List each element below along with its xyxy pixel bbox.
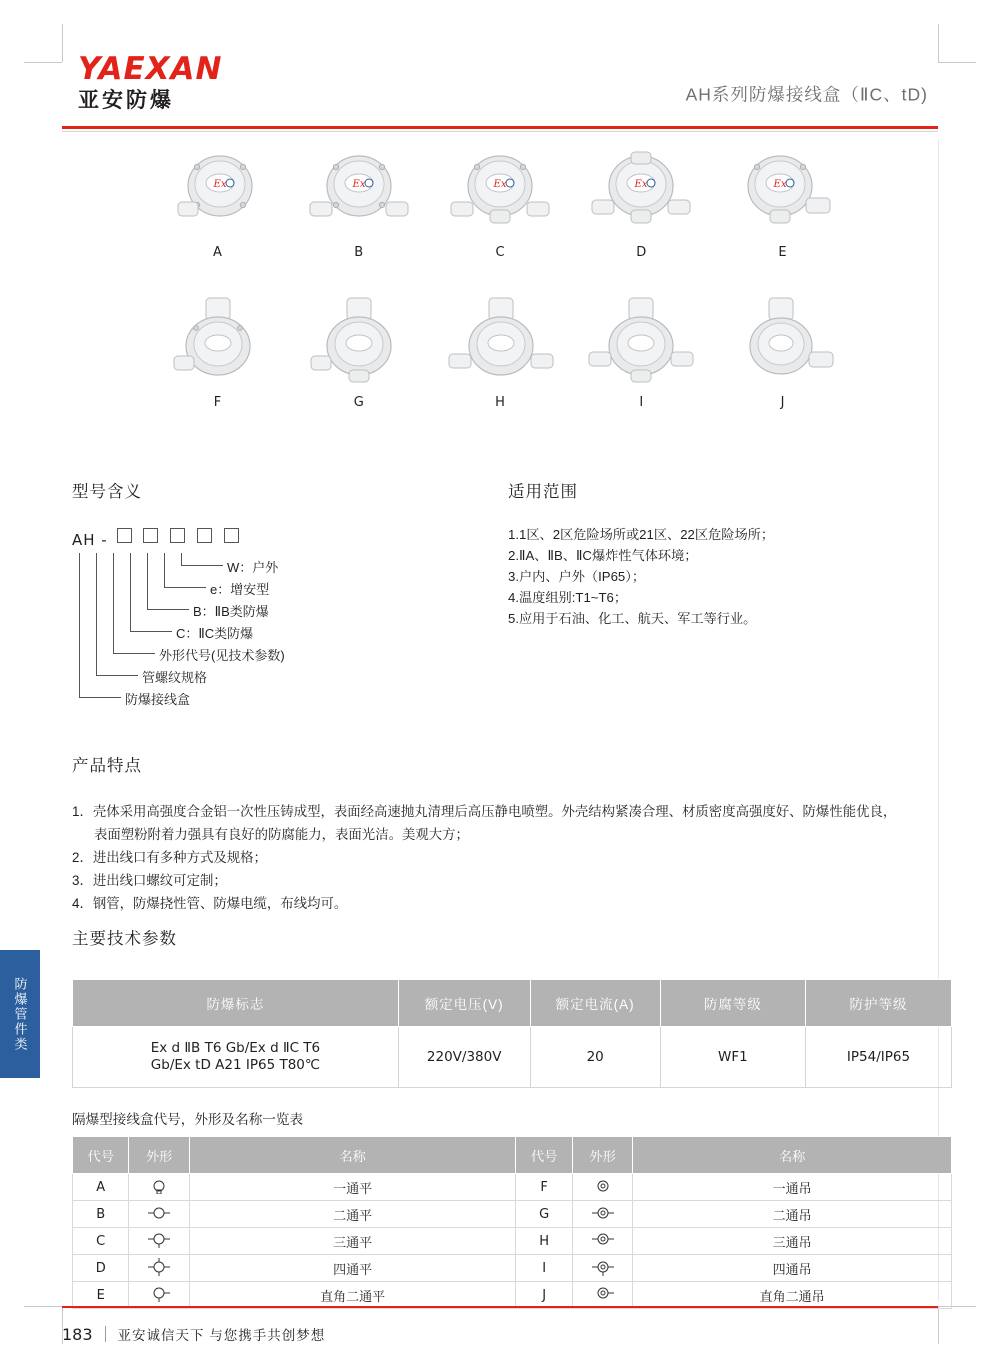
- td-mark: [73, 1027, 399, 1088]
- legend-line-v7: [79, 553, 80, 697]
- features-list: [72, 800, 952, 915]
- th-voltage: 额定电压(V): [398, 980, 530, 1027]
- scope-item: 5.应用于石油、化工、航天、军工等行业。: [508, 611, 757, 626]
- product-label: I: [639, 395, 644, 410]
- cell-code: F: [516, 1174, 572, 1201]
- product-item-a: [150, 147, 285, 260]
- product-item-c: [433, 147, 568, 260]
- legend-line-h4: [130, 631, 172, 632]
- cell-shape: [572, 1255, 633, 1282]
- product-label: J: [780, 395, 785, 410]
- company-logo: [78, 52, 223, 114]
- svg-text:Ex: Ex: [493, 179, 507, 190]
- cell-code: J: [516, 1282, 572, 1309]
- crop-mark: [24, 1306, 62, 1307]
- product-label: A: [213, 245, 222, 260]
- cell-name: 直角二通平: [189, 1282, 515, 1309]
- table-row: [73, 1228, 952, 1255]
- product-item-h: [433, 297, 568, 410]
- feature-item: 3．进出线口螺纹可定制；: [72, 873, 227, 888]
- product-label: E: [778, 245, 787, 260]
- product-image-e: [715, 147, 850, 233]
- cell-shape: [129, 1228, 190, 1255]
- td-mark-line1: Ex d ⅡB T6 Gb/Ex d ⅡC T6: [150, 1040, 321, 1056]
- legend-item-6: 管螺纹规格: [142, 670, 208, 685]
- cell-shape: [129, 1174, 190, 1201]
- product-label: B: [354, 245, 364, 260]
- model-box-2: [143, 528, 158, 543]
- cell-shape: [129, 1201, 190, 1228]
- catalog-title: 隔爆型接线盒代号，外形及名称一览表: [72, 1112, 304, 1127]
- legend-item-1: W：户外: [227, 560, 279, 575]
- legend-line-v5: [113, 553, 114, 653]
- product-item-d: [574, 147, 709, 260]
- td-current: 20: [530, 1027, 660, 1088]
- product-image-i: [574, 297, 709, 383]
- tech-section: [72, 925, 952, 1309]
- th-mark: 防爆标志: [73, 980, 399, 1027]
- legend-line-v6: [96, 553, 97, 675]
- crop-mark: [938, 1306, 939, 1344]
- cell-shape: [572, 1228, 633, 1255]
- product-label: D: [636, 245, 647, 260]
- product-label: F: [213, 395, 222, 410]
- product-row-2: [150, 310, 850, 410]
- svg-text:Ex: Ex: [634, 179, 648, 190]
- product-image-d: [574, 147, 709, 233]
- table-row: [73, 1174, 952, 1201]
- product-item-f: [150, 297, 285, 410]
- legend-line-h7: [79, 697, 121, 698]
- side-tab-label: 防爆管件类: [12, 976, 28, 1052]
- cell-name: 一通平: [189, 1174, 515, 1201]
- td-voltage: 220V/380V: [398, 1027, 530, 1088]
- th-name-left: 名称: [189, 1137, 515, 1174]
- footer-slogan: 亚安诚信天下 与您携手共创梦想: [117, 1328, 326, 1343]
- product-image-a: [150, 147, 285, 233]
- product-item-b: [291, 147, 426, 260]
- legend-line-v1: [181, 553, 182, 565]
- cell-code: C: [73, 1228, 129, 1255]
- th-code-right: 代号: [516, 1137, 572, 1174]
- product-row-1: [150, 160, 850, 260]
- side-tab-category: [0, 950, 40, 1078]
- legend-line-v4: [130, 553, 131, 631]
- feature-item-cont: 表面塑粉附着力强具有良好的防腐能力，表面光洁。美观大方；: [94, 827, 469, 842]
- svg-text:Ex: Ex: [773, 179, 787, 190]
- scope-item: 2.ⅡA、ⅡB、ⅡC爆炸性气体环境；: [508, 548, 698, 563]
- th-name-right: 名称: [633, 1137, 952, 1174]
- product-item-g: [291, 297, 426, 410]
- th-shape-left: 外形: [129, 1137, 190, 1174]
- scope-section: [508, 478, 938, 629]
- header-divider: [62, 126, 938, 129]
- th-shape-right: 外形: [572, 1137, 633, 1174]
- cell-code: B: [73, 1201, 129, 1228]
- product-image-c: [433, 147, 568, 233]
- feature-item: 4．钢管，防爆挠性管、防爆电缆，布线均可。: [72, 896, 348, 911]
- td-protection: IP54/IP65: [805, 1027, 951, 1088]
- model-box-5: [224, 528, 239, 543]
- catalog-table: [72, 1136, 952, 1309]
- product-image-j: [715, 297, 850, 383]
- svg-text:Ex: Ex: [352, 179, 366, 190]
- legend-item-2: e：增安型: [210, 582, 270, 597]
- footer-separator: [105, 1326, 106, 1342]
- product-image-h: [433, 297, 568, 383]
- th-protection: 防护等级: [805, 980, 951, 1027]
- logo-text-en: YAEXAN: [78, 51, 223, 87]
- catalog-header-row: [73, 1137, 952, 1174]
- legend-line-h1: [181, 565, 223, 566]
- model-heading: 型号含义: [72, 483, 142, 501]
- tech-table-row: [73, 1027, 952, 1088]
- cell-name: 四通吊: [633, 1255, 952, 1282]
- model-section: [72, 478, 492, 713]
- scope-list: [508, 524, 938, 629]
- scope-item: 1.1区、2区危险场所或21区、22区危险场所；: [508, 527, 775, 542]
- product-item-i: [574, 297, 709, 410]
- tech-table-header-row: [73, 980, 952, 1027]
- th-code-left: 代号: [73, 1137, 129, 1174]
- legend-line-h5: [113, 653, 155, 654]
- legend-line-h6: [96, 675, 138, 676]
- legend-item-5: 外形代号(见技术参数): [159, 648, 285, 663]
- product-label: G: [353, 395, 364, 410]
- product-label: C: [495, 245, 505, 260]
- cell-shape: [572, 1201, 633, 1228]
- th-corrosion: 防腐等级: [660, 980, 805, 1027]
- cell-name: 四通平: [189, 1255, 515, 1282]
- td-corrosion: WF1: [660, 1027, 805, 1088]
- cell-code: H: [516, 1228, 572, 1255]
- cell-code: I: [516, 1255, 572, 1282]
- logo-text-cn: 亚安防爆: [78, 89, 174, 112]
- th-current: 额定电流(A): [530, 980, 660, 1027]
- legend-item-4: C：ⅡC类防爆: [176, 626, 254, 641]
- footer-divider: [62, 1306, 938, 1308]
- model-box-4: [197, 528, 212, 543]
- table-row: [73, 1201, 952, 1228]
- product-image-b: [291, 147, 426, 233]
- product-image-f: [150, 297, 285, 383]
- cell-code: G: [516, 1201, 572, 1228]
- cell-code: E: [73, 1282, 129, 1309]
- legend-line-v2: [164, 553, 165, 587]
- cell-name: 三通平: [189, 1228, 515, 1255]
- scope-item: 3.户内、户外（IP65）；: [508, 569, 646, 584]
- model-code-prefix: AH -: [72, 531, 108, 549]
- product-item-e: [715, 147, 850, 260]
- td-mark-line2: Gb/Ex tD A21 IP65 T80℃: [150, 1057, 321, 1073]
- header-divider-thin: [62, 131, 938, 132]
- product-gallery: [150, 160, 850, 410]
- tech-table: [72, 979, 952, 1088]
- tech-heading: 主要技术参数: [72, 930, 177, 948]
- feature-item: 1．壳体采用高强度合金铝一次性压铸成型，表面经高速抛丸清理后高压静电喷塑。外壳结构紧凑合理、材质密度高强度好、防爆性能优良，: [72, 804, 897, 819]
- page-number: 183: [62, 1324, 93, 1344]
- scope-heading: 适用范围: [508, 483, 578, 501]
- model-box-3: [170, 528, 185, 543]
- legend-line-h3: [147, 609, 189, 610]
- model-code: [72, 528, 492, 549]
- legend-item-3: B：ⅡB类防爆: [193, 604, 269, 619]
- cell-shape: [572, 1282, 633, 1309]
- table-row: [73, 1255, 952, 1282]
- legend-line-v3: [147, 553, 148, 609]
- model-box-1: [117, 528, 132, 543]
- legend-item-7: 防爆接线盒: [125, 692, 191, 707]
- features-heading: 产品特点: [72, 757, 142, 775]
- cell-name: 二通吊: [633, 1201, 952, 1228]
- cell-code: A: [73, 1174, 129, 1201]
- page-title: AH系列防爆接线盒（ⅡC、tD): [685, 84, 928, 105]
- legend-line-h2: [164, 587, 206, 588]
- feature-item: 2．进出线口有多种方式及规格；: [72, 850, 267, 865]
- cell-name: 三通吊: [633, 1228, 952, 1255]
- cell-name: 一通吊: [633, 1174, 952, 1201]
- product-label: H: [495, 395, 505, 410]
- cell-code: D: [73, 1255, 129, 1282]
- svg-text:Ex: Ex: [213, 179, 226, 190]
- product-item-j: [715, 297, 850, 410]
- cell-name: 直角二通吊: [633, 1282, 952, 1309]
- page-footer: [62, 1316, 938, 1352]
- page-header: [0, 0, 1000, 128]
- product-image-g: [291, 297, 426, 383]
- scope-item: 4.温度组别:T1~T6；: [508, 590, 628, 605]
- cell-shape: [129, 1282, 190, 1309]
- table-row: [73, 1282, 952, 1309]
- model-legend: [72, 553, 492, 713]
- features-section: [72, 752, 952, 915]
- cell-shape: [572, 1174, 633, 1201]
- cell-name: 二通平: [189, 1201, 515, 1228]
- cell-shape: [129, 1255, 190, 1282]
